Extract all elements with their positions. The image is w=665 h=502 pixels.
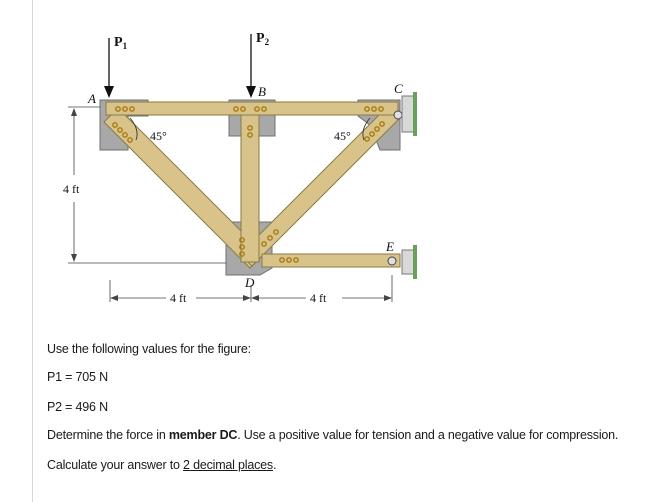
pin-c	[394, 111, 402, 119]
angle-right-label: 45°	[334, 129, 351, 143]
member-name: member DC	[168, 428, 238, 442]
question-text: Determine the force in member DC. Use a positive value for tension and a negative value for compression.	[47, 428, 619, 442]
dim-vertical-label: 4 ft	[63, 182, 80, 196]
label-d: D	[245, 275, 255, 290]
angle-left-label: 45°	[150, 129, 167, 143]
dim-horizontal-left-label: 4 ft	[170, 291, 187, 305]
p1-value: P1 = 705 N	[47, 370, 108, 384]
intro-text: Use the following values for the figure:	[47, 342, 251, 356]
p1-arrow	[104, 86, 114, 98]
p2-label: $P_2$	[256, 31, 270, 47]
label-e: E	[386, 239, 394, 254]
p2-value: P2 = 496 N	[47, 400, 108, 414]
p1-label: $P_1$	[114, 35, 128, 51]
pin-e	[388, 257, 396, 265]
support-e	[402, 250, 414, 274]
p2-arrow	[246, 86, 256, 98]
label-a: A	[88, 91, 96, 106]
support-c	[402, 96, 414, 132]
label-b: B	[258, 84, 266, 99]
supports	[402, 92, 417, 279]
label-c: C	[394, 81, 403, 96]
member-ac	[106, 102, 398, 115]
precision-text: Calculate your answer to 2 decimal places.	[47, 458, 277, 472]
dim-horizontal-right-label: 4 ft	[310, 291, 327, 305]
member-de	[262, 254, 400, 267]
decimal-places-link[interactable]: 2 decimal places	[183, 458, 273, 472]
